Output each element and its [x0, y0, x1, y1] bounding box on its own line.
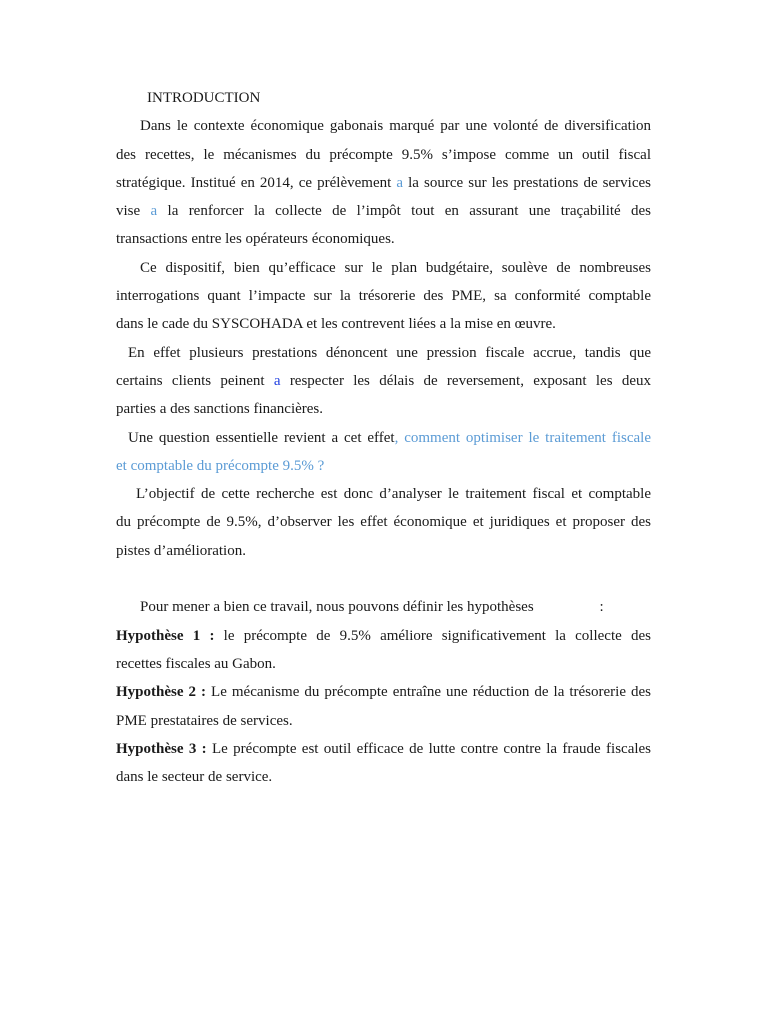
paragraph-line: Dans le contexte économique gabonais marqué par une volonté de diversification: [140, 118, 651, 135]
paragraph-line: En effet plusieurs prestations dénoncent une pression fiscale accrue, tandis que: [128, 344, 651, 361]
hypothesis-1: [116, 622, 651, 679]
hypothesis-label: Hypothèse 1 :: [116, 627, 215, 644]
paragraph-dispositif: [116, 254, 651, 339]
text-span: Pour mener a bien ce travail, nous pouvons définir les hypothèses: [140, 599, 534, 616]
text-span: stratégique. Institué en 2014, ce prélèvement: [116, 174, 392, 191]
document-title: INTRODUCTION: [147, 90, 261, 106]
colon: :: [599, 599, 604, 616]
paragraph-line: Ce dispositif, bien qu’efficace sur le plan budgétaire, soulève de nombreuses: [140, 259, 651, 276]
highlighted-letter: a: [273, 372, 281, 389]
hypothesis-label: Hypothèse 2 :: [116, 684, 207, 701]
paragraph-line: transactions entre les opérateurs économiques.: [116, 231, 395, 248]
text-span: vise: [116, 203, 141, 220]
text-span: Le précompte est outil efficace de lutte contre contre la fraude fiscales: [212, 740, 652, 757]
paragraph-line: [116, 678, 651, 706]
paragraph-objectif: [116, 480, 651, 565]
blank-line: [116, 565, 651, 593]
text-span: respecter les délais de reversement, exposant les deux: [289, 372, 651, 389]
text-span: Une question essentielle revient a cet effet: [128, 429, 395, 446]
paragraph-line: [116, 622, 651, 650]
paragraph-line: parties a des sanctions financières.: [116, 401, 324, 418]
paragraph-hypotheses-intro: [116, 593, 651, 621]
hypothesis-2: [116, 678, 651, 735]
paragraph-line: [116, 367, 651, 395]
paragraph-line: recettes fiscales au Gabon.: [116, 655, 276, 672]
hypothesis-3: [116, 735, 651, 792]
text-span: la source sur les prestations de services: [408, 174, 651, 191]
paragraph-line: pistes d’amélioration.: [116, 542, 246, 559]
text-span: Le mécanisme du précompte entraîne une réduction de la trésorerie des: [211, 684, 652, 701]
paragraph-line: dans le secteur de service.: [116, 769, 273, 786]
highlighted-letter: a: [396, 174, 404, 191]
hypothesis-label: Hypothèse 3 :: [116, 740, 207, 757]
paragraph-question: [116, 424, 651, 481]
paragraph-line: dans le cade du SYSCOHADA et les contrevent liées a la mise en œuvre.: [116, 316, 556, 333]
text-span: le précompte de 9.5% améliore significativement la collecte des: [223, 627, 651, 644]
paragraph-line: PME prestataires de services.: [116, 712, 293, 729]
paragraph-line: [116, 424, 651, 452]
text-span: la renforcer la collecte de l’impôt tout en assurant une traçabilité des: [167, 203, 652, 220]
document-page: [116, 84, 651, 791]
paragraph-line: L’objectif de cette recherche est donc d’analyser le traitement fiscal et comptable: [136, 486, 651, 503]
paragraph-line: interrogations quant l’impacte sur la trésorerie des PME, sa conformité comptable: [116, 288, 651, 305]
paragraph-line: des recettes, le mécanismes du précompte 9.5% s’impose comme un outil fiscal: [116, 146, 651, 163]
text-span: certains clients peinent: [116, 372, 265, 389]
highlighted-letter: a: [150, 203, 158, 220]
research-question: , comment optimiser le traitement fiscale: [394, 429, 651, 446]
paragraph-prestations: [116, 339, 651, 424]
paragraph-line: [116, 169, 651, 197]
paragraph-context: [116, 112, 651, 253]
research-question-line: et comptable du précompte 9.5% ?: [116, 457, 325, 474]
paragraph-line: [116, 197, 651, 225]
paragraph-line: [116, 735, 651, 763]
paragraph-line: du précompte de 9.5%, d’observer les effet économique et juridiques et proposer des: [116, 514, 651, 531]
